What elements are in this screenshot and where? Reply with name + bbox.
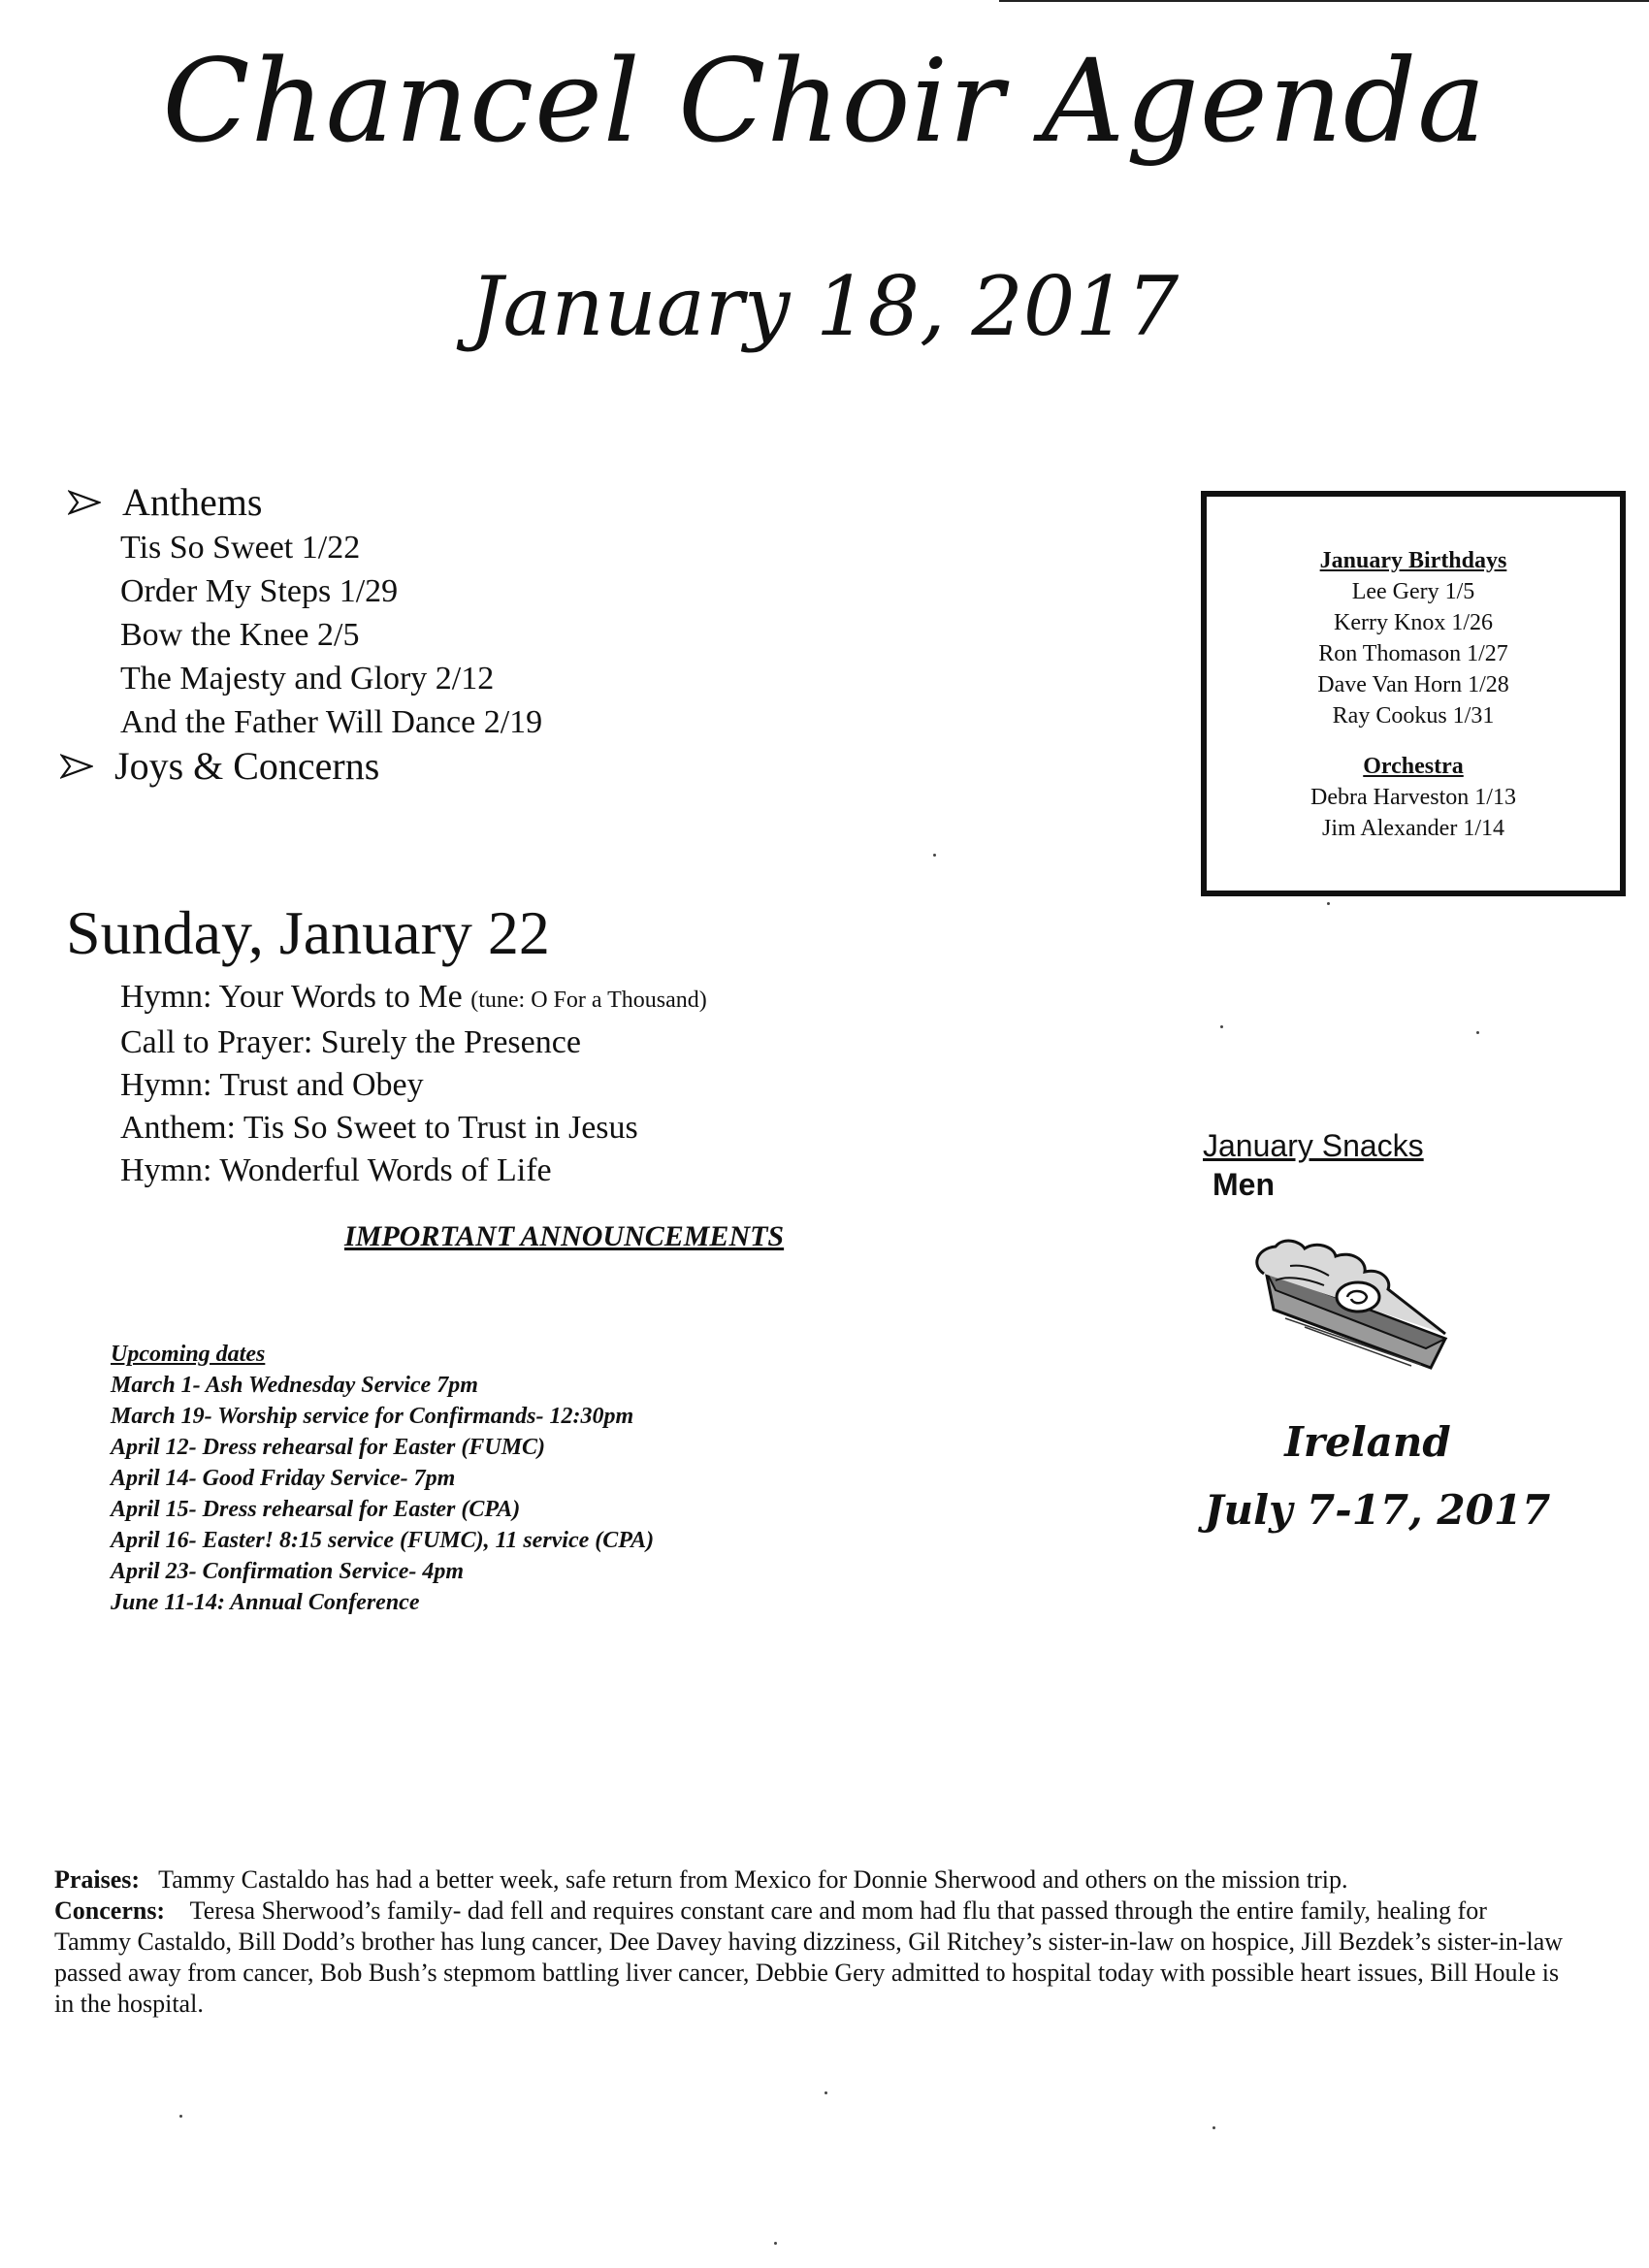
list-item: June 11-14: Annual Conference bbox=[111, 1590, 420, 1615]
scan-speck bbox=[1327, 902, 1330, 905]
orchestra-heading: Orchestra bbox=[1363, 754, 1464, 779]
list-item: Order My Steps 1/29 bbox=[120, 573, 399, 609]
scan-speck bbox=[824, 2091, 827, 2094]
concerns-paragraph bbox=[54, 1895, 1568, 2020]
scan-speck bbox=[1212, 2126, 1215, 2129]
list-item: April 14- Good Friday Service- 7pm bbox=[111, 1466, 456, 1491]
list-item: April 23- Confirmation Service- 4pm bbox=[111, 1559, 465, 1584]
list-item: Call to Prayer: Surely the Presence bbox=[120, 1024, 581, 1060]
list-item: Ray Cookus 1/31 bbox=[1332, 703, 1495, 729]
top-rule bbox=[999, 0, 1649, 2]
page-title: Chancel Choir Agenda bbox=[162, 34, 1487, 168]
list-item: And the Father Will Dance 2/19 bbox=[120, 704, 543, 740]
list-item: Ron Thomason 1/27 bbox=[1318, 641, 1508, 666]
list-item: Hymn: Trust and Obey bbox=[120, 1067, 424, 1103]
trip-dates: July 7-17, 2017 bbox=[1204, 1486, 1551, 1534]
praises-text: Tammy Castaldo has had a better week, safe return from Mexico for Donnie Sherwood and others on the mission trip. bbox=[158, 1865, 1348, 1894]
anthems-bullet bbox=[68, 479, 262, 526]
upcoming-heading: Upcoming dates bbox=[111, 1342, 266, 1367]
trip-title: Ireland bbox=[1284, 1418, 1451, 1466]
list-item: Debra Harveston 1/13 bbox=[1310, 785, 1516, 810]
snacks-group: Men bbox=[1212, 1167, 1275, 1202]
list-item: Hymn: Wonderful Words of Life bbox=[120, 1152, 552, 1188]
list-item: Dave Van Horn 1/28 bbox=[1317, 672, 1509, 697]
list-item: Anthem: Tis So Sweet to Trust in Jesus bbox=[120, 1110, 638, 1146]
anthems-label: Anthems bbox=[122, 480, 263, 524]
scan-speck bbox=[933, 854, 936, 857]
arrow-bullet-icon bbox=[68, 490, 101, 515]
list-item: Tis So Sweet 1/22 bbox=[120, 530, 361, 566]
list-item: Kerry Knox 1/26 bbox=[1334, 610, 1493, 635]
list-item: April 15- Dress rehearsal for Easter (CPA) bbox=[111, 1497, 521, 1522]
concerns-label: Concerns: bbox=[54, 1896, 166, 1925]
scan-speck bbox=[179, 2115, 182, 2118]
upcoming-dates bbox=[111, 1339, 654, 1618]
scan-speck bbox=[774, 2242, 777, 2245]
service-list bbox=[120, 976, 707, 1192]
birthday-box bbox=[1201, 491, 1626, 896]
joys-label: Joys & Concerns bbox=[114, 744, 380, 788]
joys-bullet bbox=[60, 743, 379, 790]
list-item: March 19- Worship service for Confirmands- 12:30pm bbox=[111, 1404, 634, 1429]
list-item bbox=[120, 976, 707, 1021]
list-item: April 12- Dress rehearsal for Easter (FUMC) bbox=[111, 1435, 546, 1460]
list-item: Jim Alexander 1/14 bbox=[1322, 816, 1504, 841]
sunday-heading: Sunday, January 22 bbox=[66, 898, 550, 967]
list-item: Bow the Knee 2/5 bbox=[120, 617, 360, 653]
hymn-label: Hymn: Your Words to Me bbox=[120, 979, 463, 1015]
anthem-list bbox=[120, 526, 542, 744]
birthdays-heading: January Birthdays bbox=[1319, 548, 1507, 573]
announcements-title: IMPORTANT ANNOUNCEMENTS bbox=[344, 1220, 785, 1252]
praises-label: Praises: bbox=[54, 1865, 141, 1894]
arrow-bullet-icon bbox=[60, 754, 93, 779]
scan-speck bbox=[1476, 1031, 1479, 1034]
snacks-title: January Snacks bbox=[1203, 1128, 1424, 1163]
page-date: January 18, 2017 bbox=[469, 259, 1180, 354]
pie-icon bbox=[1246, 1237, 1465, 1382]
list-item: March 1- Ash Wednesday Service 7pm bbox=[111, 1373, 478, 1398]
hymn-tune: (tune: O For a Thousand) bbox=[470, 988, 707, 1013]
list-item: April 16- Easter! 8:15 service (FUMC), 11 service (CPA) bbox=[111, 1528, 655, 1553]
list-item: The Majesty and Glory 2/12 bbox=[120, 661, 495, 697]
scan-speck bbox=[1220, 1025, 1223, 1028]
praises-paragraph bbox=[54, 1864, 1568, 1895]
list-item: Lee Gery 1/5 bbox=[1351, 579, 1475, 604]
praises-concerns bbox=[54, 1864, 1568, 2020]
concerns-text: Teresa Sherwood’s family- dad fell and requires constant care and mom had flu that passed through the entire family, healing for Tammy Castaldo, Bill Dodd’s brother has lung cancer, Dee Davey having dizziness, Gil Ritchey’s sister-in-law on hospice, Jill Bezdek’s sister-in-law passed away from cancer, Bob Bush’s stepmom battling liver cancer, Debbie Gery admitted to hospital today with possible heart issues, Bill Houle is in the hospital. bbox=[54, 1896, 1564, 2018]
